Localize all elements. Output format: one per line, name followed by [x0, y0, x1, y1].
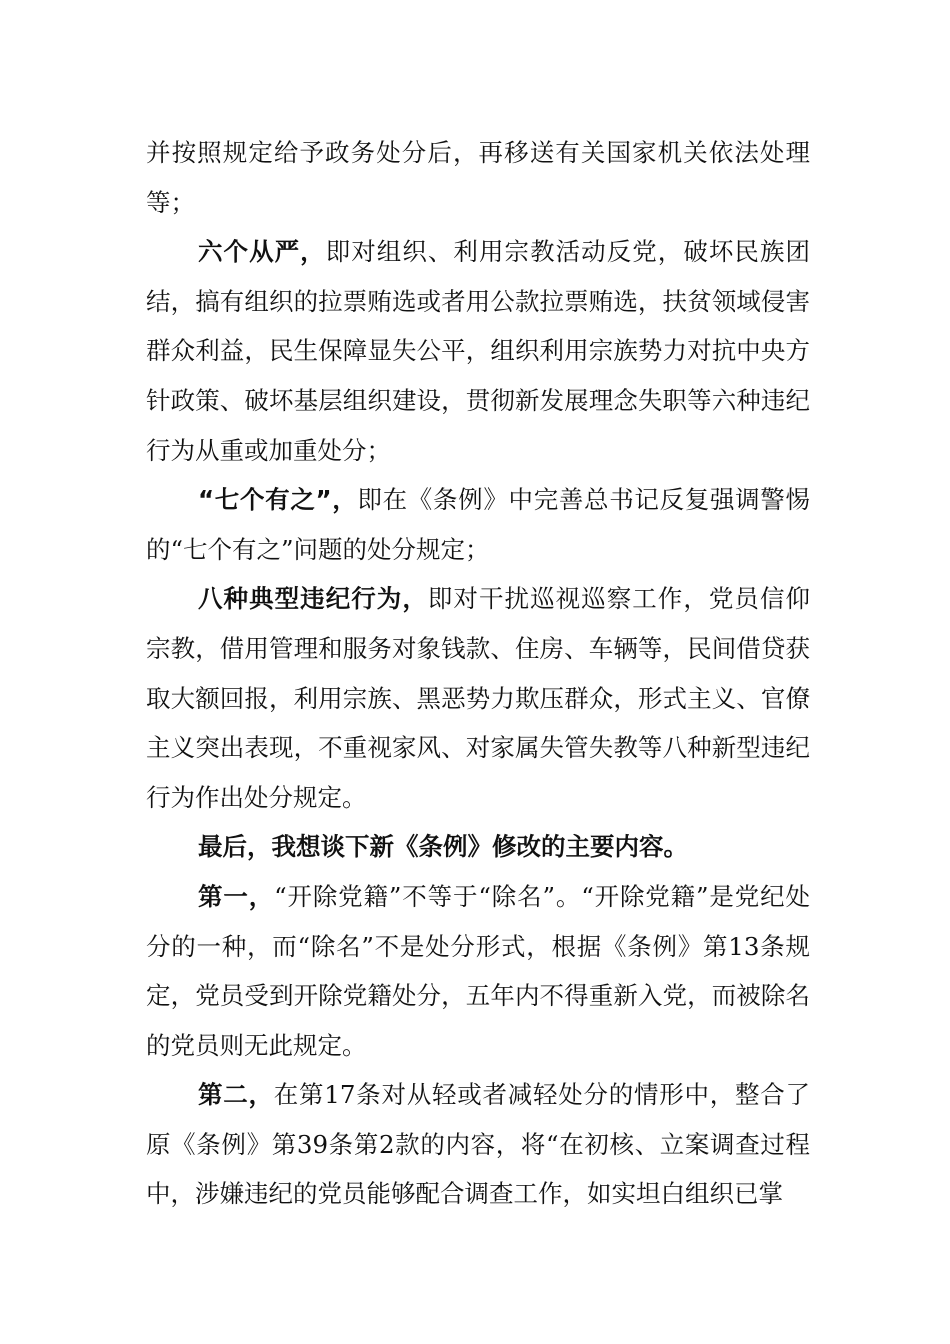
paragraph-second-point	[146, 1070, 810, 1219]
paragraph-section-heading	[146, 822, 810, 872]
paragraph-seven-existences	[146, 475, 810, 574]
paragraph-first-point	[146, 872, 810, 1070]
paragraph-six-strict	[146, 227, 810, 475]
paragraph-text: “开除党籍”不等于“除名”。“开除党籍”是党纪处分的一种，而“除名”不是处分形式，根据《条例》第13条规定，党员受到开除党籍处分，五年内不得重新入党，而被除名的党员则无此规定。	[146, 881, 810, 1060]
paragraph-text: 即对组织、利用宗教活动反党，破坏民族团结，搞有组织的拉票贿选或者用公款拉票贿选，扶贫领域侵害群众利益，民生保障显失公平，组织利用宗族势力对抗中央方针政策、破坏基层组织建设，贯彻新发展理念失职等六种违纪行为从重或加重处分；	[146, 237, 810, 465]
paragraph-text: 在第17条对从轻或者减轻处分的情形中，整合了原《条例》第39条第2款的内容，将“在初核、立案调查过程中，涉嫌违纪的党员能够配合调查工作，如实坦白组织已掌	[146, 1080, 810, 1209]
paragraph-text: 并按照规定给予政务处分后，再移送有关国家机关依法处理等；	[146, 138, 810, 217]
paragraph-lead: 八种典型违纪行为，	[198, 584, 428, 614]
document-body	[146, 128, 810, 1219]
paragraph-continuation	[146, 128, 810, 227]
paragraph-text: 最后，我想谈下新《条例》修改的主要内容。	[198, 832, 688, 862]
paragraph-lead: 第二，	[198, 1080, 274, 1110]
paragraph-lead: “七个有之”，	[198, 485, 358, 515]
paragraph-text: 即对干扰巡视巡察工作，党员信仰宗教，借用管理和服务对象钱款、住房、车辆等，民间借贷获取大额回报，利用宗族、黑恶势力欺压群众，形式主义、官僚主义突出表现，不重视家风、对家属失管失教等八种新型违纪行为作出处分规定。	[146, 584, 810, 812]
paragraph-lead: 六个从严，	[198, 237, 326, 267]
paragraph-text: 即在《条例》中完善总书记反复强调警惕的“七个有之”问题的处分规定；	[146, 485, 810, 564]
paragraph-lead: 第一，	[198, 881, 275, 911]
paragraph-eight-violations	[146, 574, 810, 822]
